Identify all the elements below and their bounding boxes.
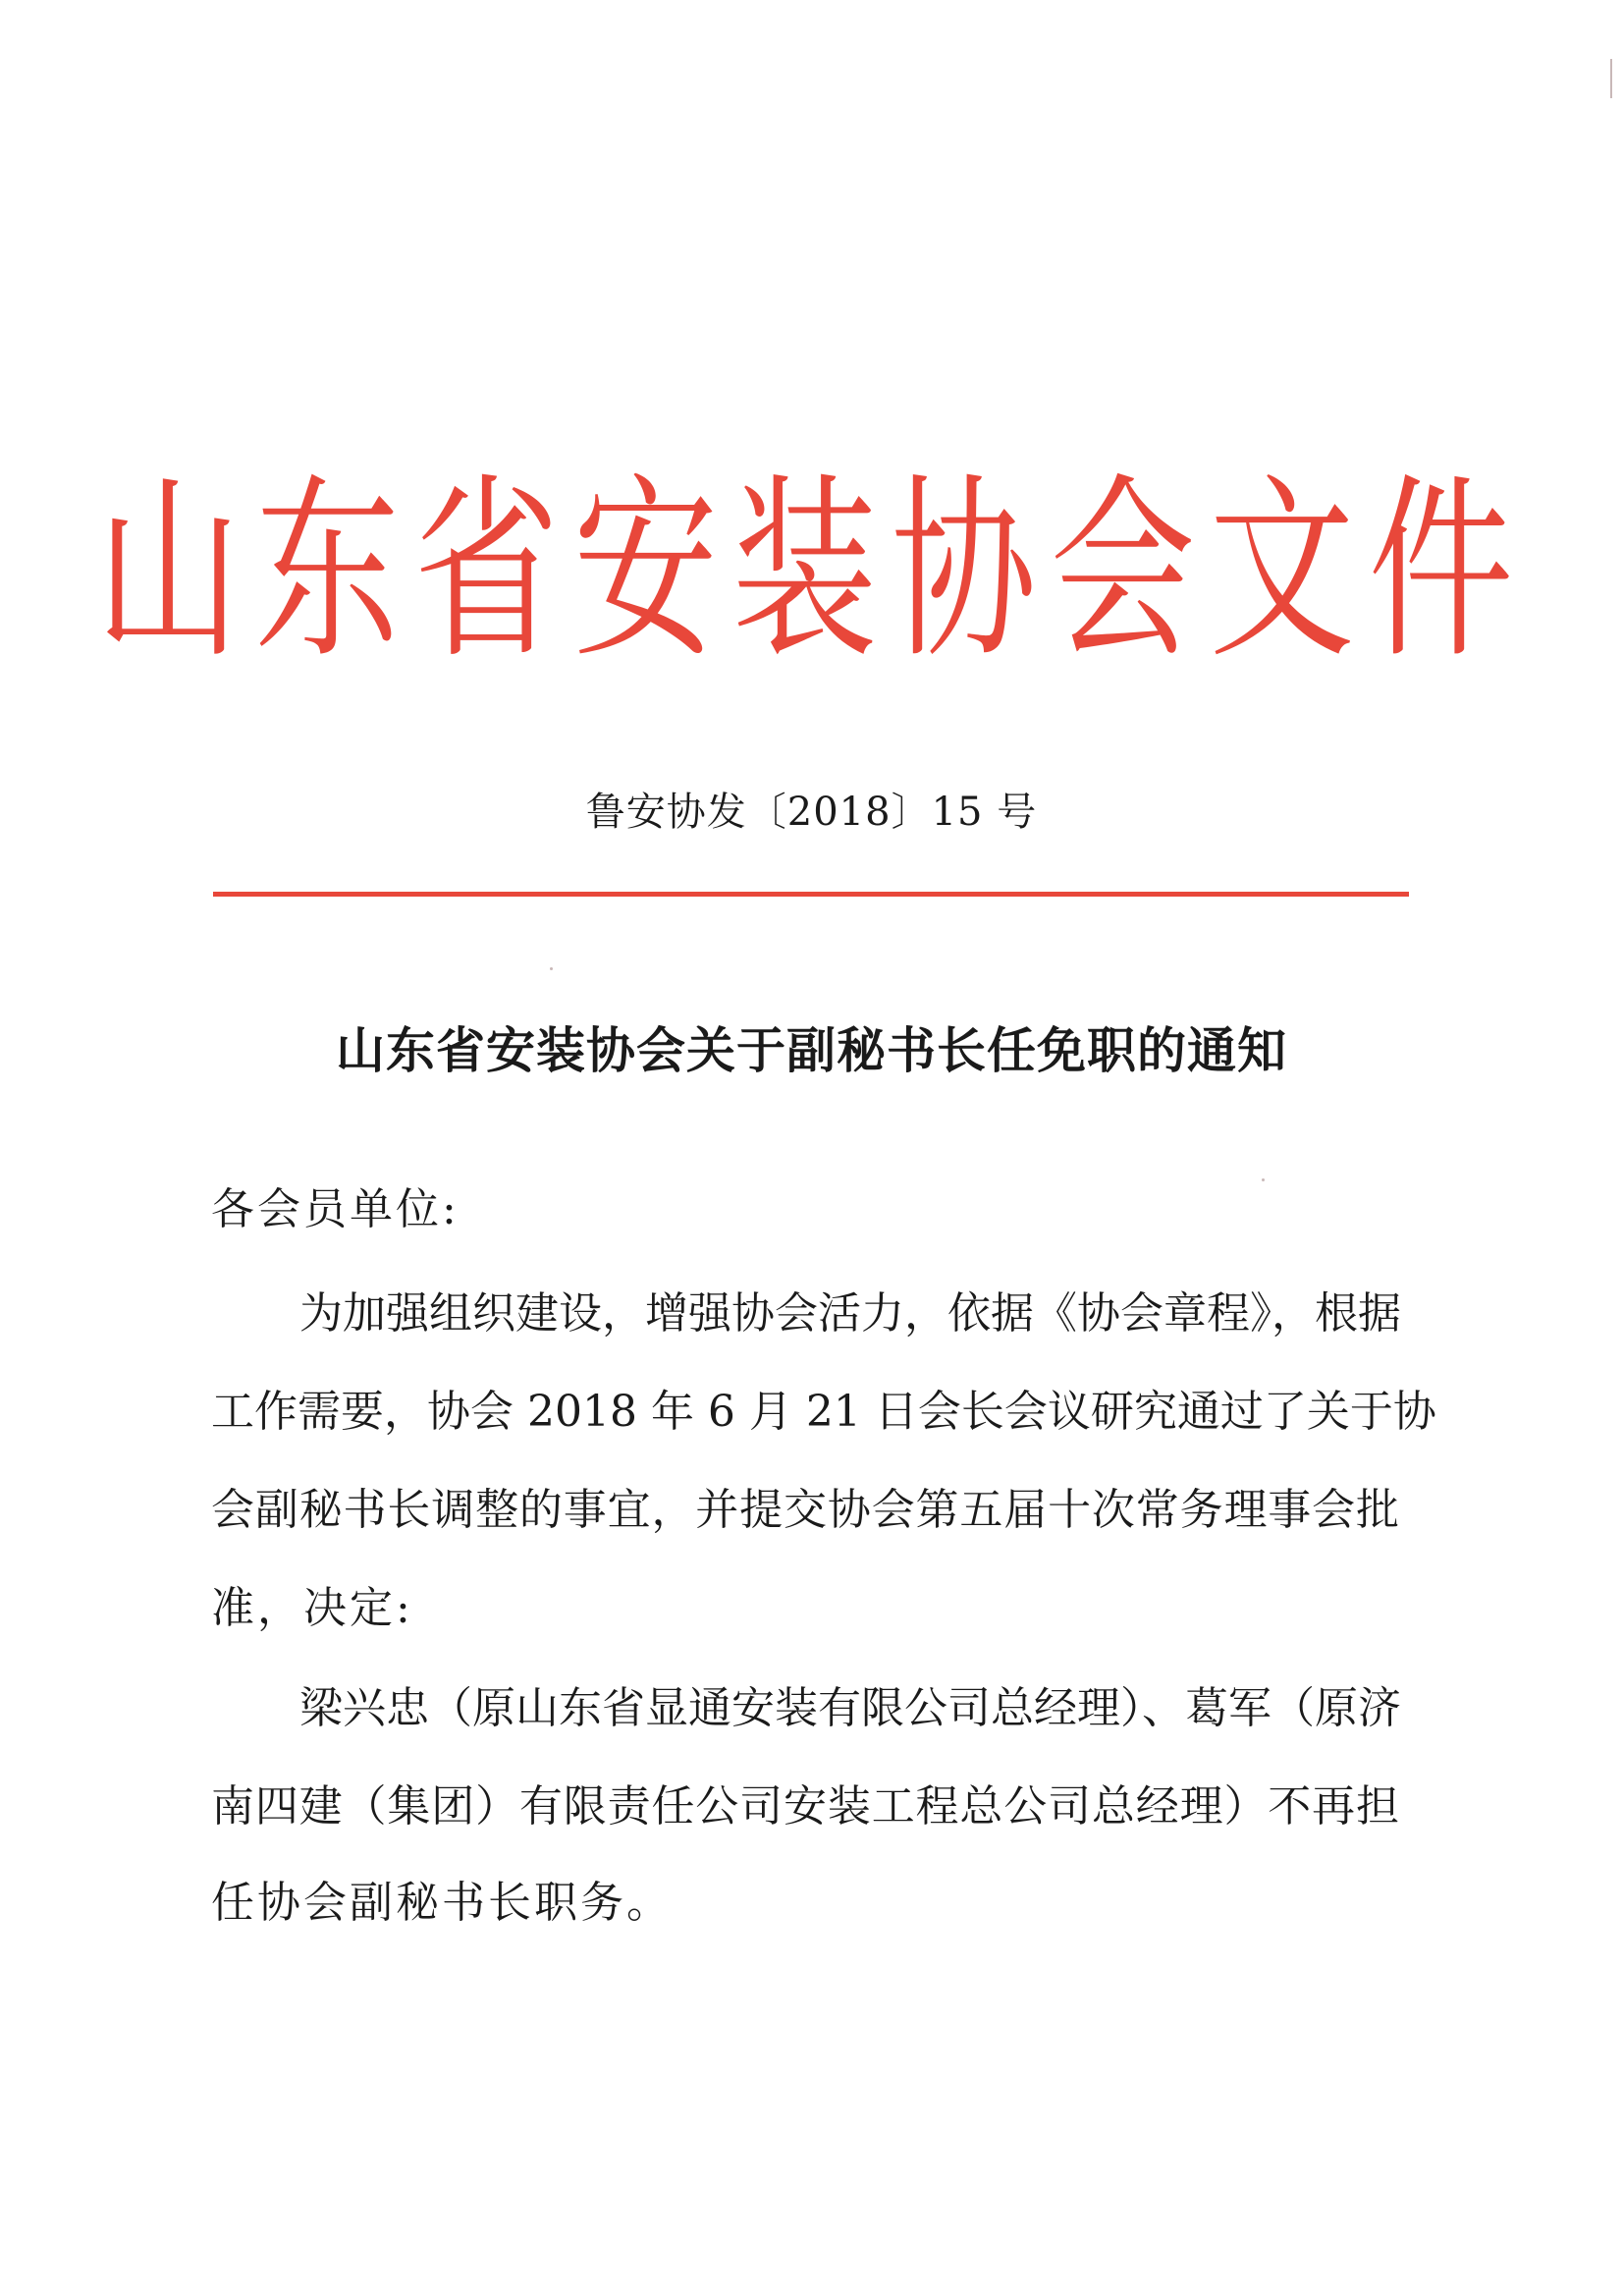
paragraph-1-line-3: 会副秘书长调整的事宜，并提交协会第五届十次常务理事会批	[211, 1485, 1399, 1535]
notice-title: 山东省安装协会关于副秘书长任免职的通知	[336, 1021, 1287, 1079]
salutation: 各会员单位:	[211, 1184, 460, 1234]
paragraph-1-line-1: 为加强组织建设，增强协会活力，依据《协会章程》，根据	[299, 1288, 1401, 1339]
header-red-rule	[213, 892, 1409, 897]
document-header-title: 山东省安装协会文件	[95, 457, 1528, 685]
document-number: 鲁安协发〔2018〕15 号	[585, 790, 1038, 835]
scan-speck	[550, 967, 553, 970]
paragraph-1-line-2: 工作需要，协会 2018 年 6 月 21 日会长会议研究通过了关于协	[211, 1387, 1436, 1437]
paragraph-2-line-2: 南四建（集团）有限责任公司安装工程总公司总经理）不再担	[211, 1781, 1399, 1831]
paragraph-1-line-4: 准，决定:	[211, 1583, 413, 1633]
scan-edge-mark	[1610, 59, 1612, 98]
paragraph-2-line-1: 梁兴忠（原山东省显通安装有限公司总经理）、葛军（原济	[299, 1683, 1401, 1733]
scan-speck	[1262, 1178, 1265, 1181]
paragraph-2-line-3: 任协会副秘书长职务。	[211, 1878, 673, 1928]
